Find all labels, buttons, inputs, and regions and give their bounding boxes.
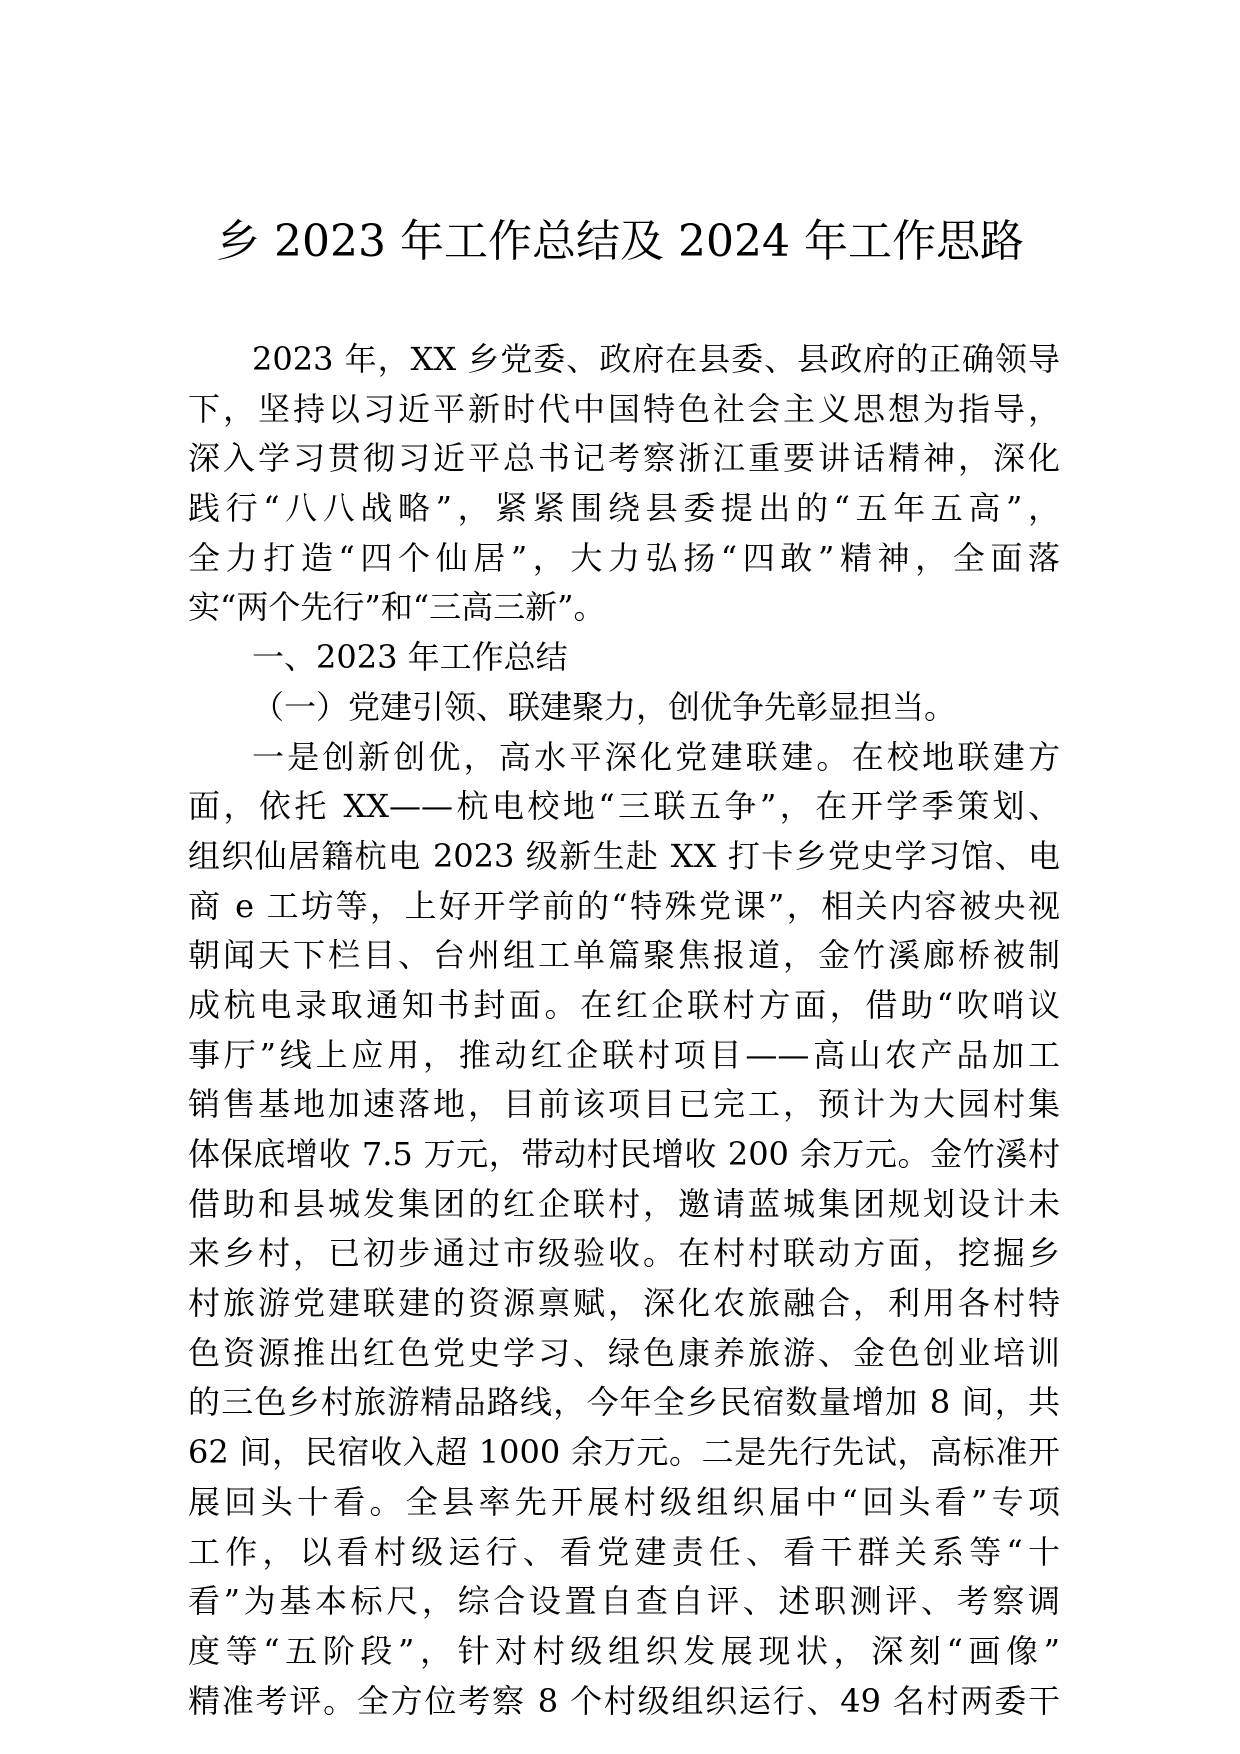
- body-line: 2023 年，XX 乡党委、政府在县委、县政府的正确领导: [252, 340, 1060, 378]
- body-line: 来乡村，已初步通过市级验收。在村村联动方面，挖掘乡: [188, 1234, 1060, 1273]
- section-heading: 一、2023 年工作总结: [252, 638, 568, 677]
- body-line: 工作，以看村级运行、看党建责任、看干群关系等“十: [188, 1532, 1060, 1571]
- body-line: 面，依托 XX——杭电校地“三联五争”，在开学季策划、: [188, 787, 1060, 826]
- subsection-heading: （一）党建引领、联建聚力，创优争先彰显担当。: [252, 687, 957, 726]
- body-line: 精准考评。全方位考察 8 个村级组织运行、49 名村两委干: [188, 1681, 1060, 1720]
- body-line: 展回头十看。全县率先开展村级组织届中“回头看”专项: [188, 1482, 1060, 1521]
- body-line: 下，坚持以习近平新时代中国特色社会主义思想为指导，: [188, 389, 1060, 428]
- body-line: 销售基地加速落地，目前该项目已完工，预计为大园村集: [188, 1085, 1060, 1124]
- body-line: 看”为基本标尺，综合设置自查自评、述职测评、考察调: [188, 1582, 1060, 1621]
- body-line: 体保底增收 7.5 万元，带动村民增收 200 余万元。金竹溪村: [188, 1135, 1060, 1173]
- body-line: 组织仙居籍杭电 2023 级新生赴 XX 打卡乡党史学习馆、电: [188, 836, 1060, 875]
- body-line: 度等“五阶段”，针对村级组织发展现状，深刻“画像”: [188, 1631, 1060, 1670]
- body-line: 全力打造“四个仙居”，大力弘扬“四敢”精神，全面落: [188, 538, 1060, 577]
- body-line: 村旅游党建联建的资源禀赋，深化农旅融合，利用各村特: [188, 1284, 1060, 1323]
- body-line: 借助和县城发集团的红企联村，邀请蓝城集团规划设计未: [188, 1184, 1060, 1223]
- body-line: 朝闻天下栏目、台州组工单篇聚焦报道，金竹溪廊桥被制: [188, 936, 1060, 975]
- body-line: 色资源推出红色党史学习、绿色康养旅游、金色创业培训: [188, 1333, 1060, 1372]
- document-title: 乡 2023 年工作总结及 2024 年工作思路: [216, 216, 1024, 267]
- body-line: 深入学习贯彻习近平总书记考察浙江重要讲话精神，深化: [188, 439, 1060, 478]
- body-line: 实“两个先行”和“三高三新”。: [188, 588, 606, 627]
- body-line: 62 间，民宿收入超 1000 余万元。二是先行先试，高标准开: [188, 1433, 1060, 1472]
- body-line: 践行“八八战略”，紧紧围绕县委提出的“五年五高”，: [188, 489, 1060, 528]
- body-line: 成杭电录取通知书封面。在红企联村方面，借助“吹哨议: [188, 985, 1060, 1024]
- body-line: 商 e 工坊等，上好开学前的“特殊党课”，相关内容被央视: [188, 886, 1060, 925]
- body-line: 一是创新创优，高水平深化党建联建。在校地联建方: [252, 737, 1060, 776]
- document-body: [188, 335, 1060, 1726]
- body-line: 的三色乡村旅游精品路线，今年全乡民宿数量增加 8 间，共: [188, 1383, 1060, 1422]
- body-line: 事厅”线上应用，推动红企联村项目——高山农产品加工: [188, 1035, 1060, 1074]
